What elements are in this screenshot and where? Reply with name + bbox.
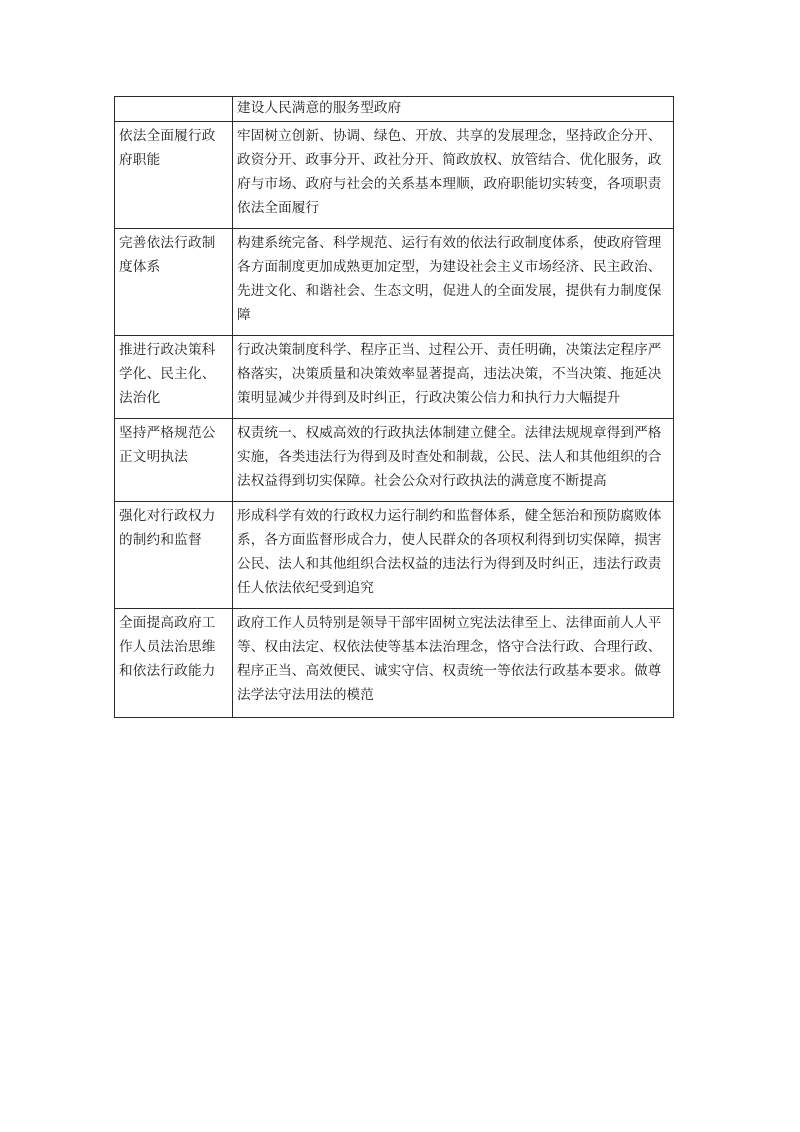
header-title-cell: 建设人民满意的服务型政府 [233,97,674,122]
row-label: 坚持严格规范公正文明执法 [115,419,233,502]
table-row [115,122,674,229]
row-label: 强化对行政权力的制约和监督 [115,502,233,609]
table-header-row [115,97,674,122]
row-content: 政府工作人员特别是领导干部牢固树立宪法法律至上、法律面前人人平等、权由法定、权依法使等基本法治理念，恪守合法行政、合理行政、程序正当、高效便民、诚实守信、权责统一等依法行政基本要求。做尊法学法守法用法的模范 [233,609,674,718]
row-content: 权责统一、权威高效的行政执法体制建立健全。法律法规规章得到严格实施，各类违法行为得到及时查处和制裁，公民、法人和其他组织的合法权益得到切实保障。社会公众对行政执法的满意度不断提高 [233,419,674,502]
row-label: 完善依法行政制度体系 [115,229,233,336]
row-label: 推进行政决策科学化、民主化、法治化 [115,336,233,419]
table-row [115,502,674,609]
table-row [115,419,674,502]
objectives-table [114,96,674,718]
row-label: 依法全面履行政府职能 [115,122,233,229]
row-content: 行政决策制度科学、程序正当、过程公开、责任明确，决策法定程序严格落实，决策质量和决策效率显著提高，违法决策，不当决策、拖延决策明显减少并得到及时纠正，行政决策公信力和执行力大幅提升 [233,336,674,419]
row-content: 形成科学有效的行政权力运行制约和监督体系，健全惩治和预防腐败体系，各方面监督形成合力，使人民群众的各项权利得到切实保障，损害公民、法人和其他组织合法权益的违法行为得到及时纠正，违法行政责任人依法依纪受到追究 [233,502,674,609]
row-label: 全面提高政府工作人员法治思维和依法行政能力 [115,609,233,718]
table-row [115,609,674,718]
row-content: 构建系统完备、科学规范、运行有效的依法行政制度体系，使政府管理各方面制度更加成熟更加定型，为建设社会主义市场经济、民主政治、先进文化、和谐社会、生态文明，促进人的全面发展，提供有力制度保障 [233,229,674,336]
header-left-cell [115,97,233,122]
table-row [115,229,674,336]
table-row [115,336,674,419]
row-content: 牢固树立创新、协调、绿色、开放、共享的发展理念，坚持政企分开、政资分开、政事分开、政社分开、简政放权、放管结合、优化服务，政府与市场、政府与社会的关系基本理顺，政府职能切实转变，各项职责依法全面履行 [233,122,674,229]
